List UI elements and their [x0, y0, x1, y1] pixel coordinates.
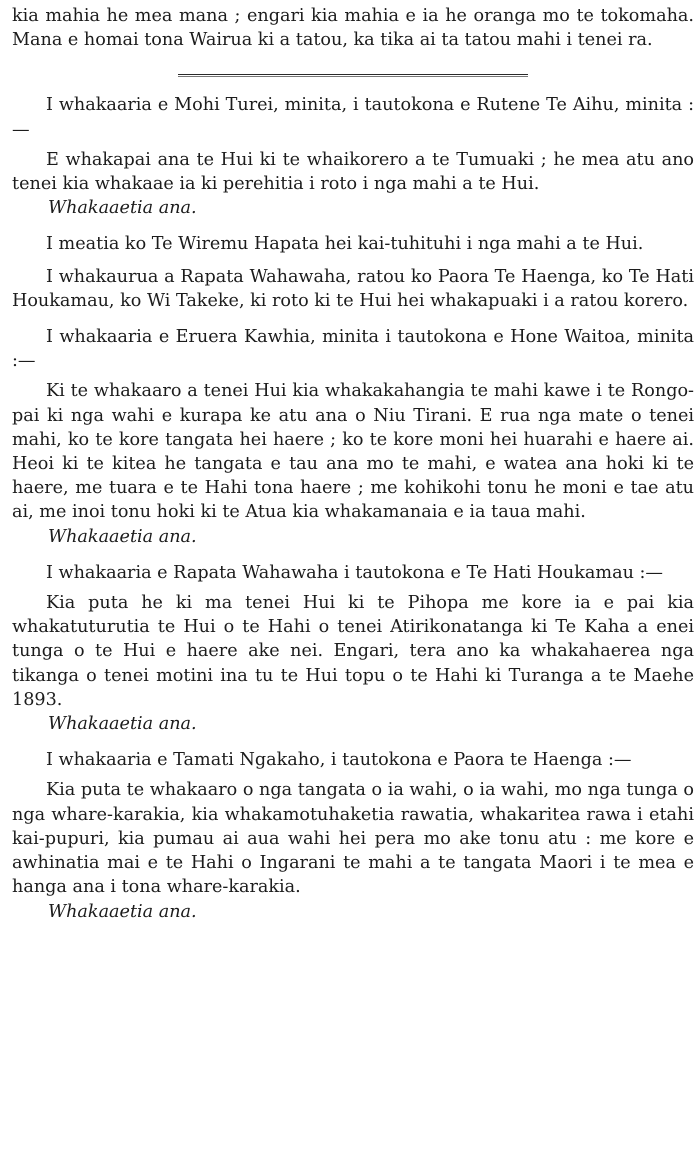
agreed-note-2: Whakaaetia ana.	[48, 526, 197, 547]
statement-whakaurua: I whakaurua a Rapata Wahawaha, ratou ko Paora Te Haenga, ko Te Hati Houkamau, ko Wi Takeke, ki roto ki te Hui hei whakapuaki i a ratou korero.	[12, 266, 694, 311]
statement-kai-tuhituhi: I meatia ko Te Wiremu Hapata hei kai-tuhituhi i nga mahi a te Hui.	[46, 234, 644, 255]
agreed-note-1: Whakaaetia ana.	[48, 198, 197, 219]
motion-rapata-wahawaha: I whakaaria e Rapata Wahawaha i tautokona e Te Hati Houkamau :—	[46, 562, 664, 583]
agreed-note-4: Whakaaetia ana.	[48, 901, 197, 922]
resolution-whare-karakia: Kia puta te whakaaro o nga tangata o ia wahi, o ia wahi, mo nga tunga o nga whare-karakia, kia whakamotuhaketia rawatia, whakaritea rawa i etahi kai-pupuri, kia pumau ai aua wahi hei pera mo ake tonu atu : me kore e awhinatia mai e te Hahi o Ingarani te mahi a te tangata Maori i te mea e hanga ana i tona whare-karakia.	[12, 780, 694, 898]
motion-mohi-turei: I whakaaria e Mohi Turei, minita, i tautokona e Rutene Te Aihu, minita :—	[12, 95, 694, 140]
motion-tamati-ngakaho: I whakaaria e Tamati Ngakaho, i tautokona e Paora te Haenga :—	[46, 750, 632, 771]
section-divider	[178, 74, 528, 77]
resolution-whaikorero: E whakapai ana te Hui ki te whaikorero a te Tumuaki ; he mea atu ano tenei kia whakaae ia ki perehitia i roto i nga mahi a te Hui.	[12, 149, 694, 195]
agreed-note-3: Whakaaetia ana.	[48, 714, 197, 735]
motion-eruera-kawhia: I whakaaria e Eruera Kawhia, minita i tautokona e Hone Waitoa, minita :—	[12, 327, 694, 372]
resolution-pihopa: Kia puta he ki ma tenei Hui ki te Pihopa me kore ia e pai kia whakatuturutia te Hui o te Hahi o tenei Atirikonatanga ki Te Kaha a enei tunga o te Hui e haere ake nei. Engari, tera ano ka whakahaerea nga tikanga o tenei motini ina tu te Hui topu o te Hahi ki Turanga a te Maehe 1893.	[12, 593, 694, 710]
resolution-rongo-pai: Ki te whakaaro a tenei Hui kia whakakahangia te mahi kawe i te Rongo-pai ki nga wahi e kurapa ke atu ana o Niu Tirani. E rua nga mate o tenei mahi, ko te kore tangata hei haere ; ko te kore moni hei huarahi e haere ai. Heoi ki te kitea he tangata e tau ana mo te mahi, e watea ana hoki ki te haere, me tuara e te Hahi tona haere ; me kohikohi tonu he moni e tae atu ai, me inoi tonu hoki ki te Atua kia whakamanaia e ia taua mahi.	[12, 381, 694, 523]
opening-paragraph: kia mahia he mea mana ; engari kia mahia e ia he oranga mo te tokomaha. Mana e homai tona Wairua ki a tatou, ka tika ai ta tatou mahi i tenei ra.	[12, 6, 694, 51]
